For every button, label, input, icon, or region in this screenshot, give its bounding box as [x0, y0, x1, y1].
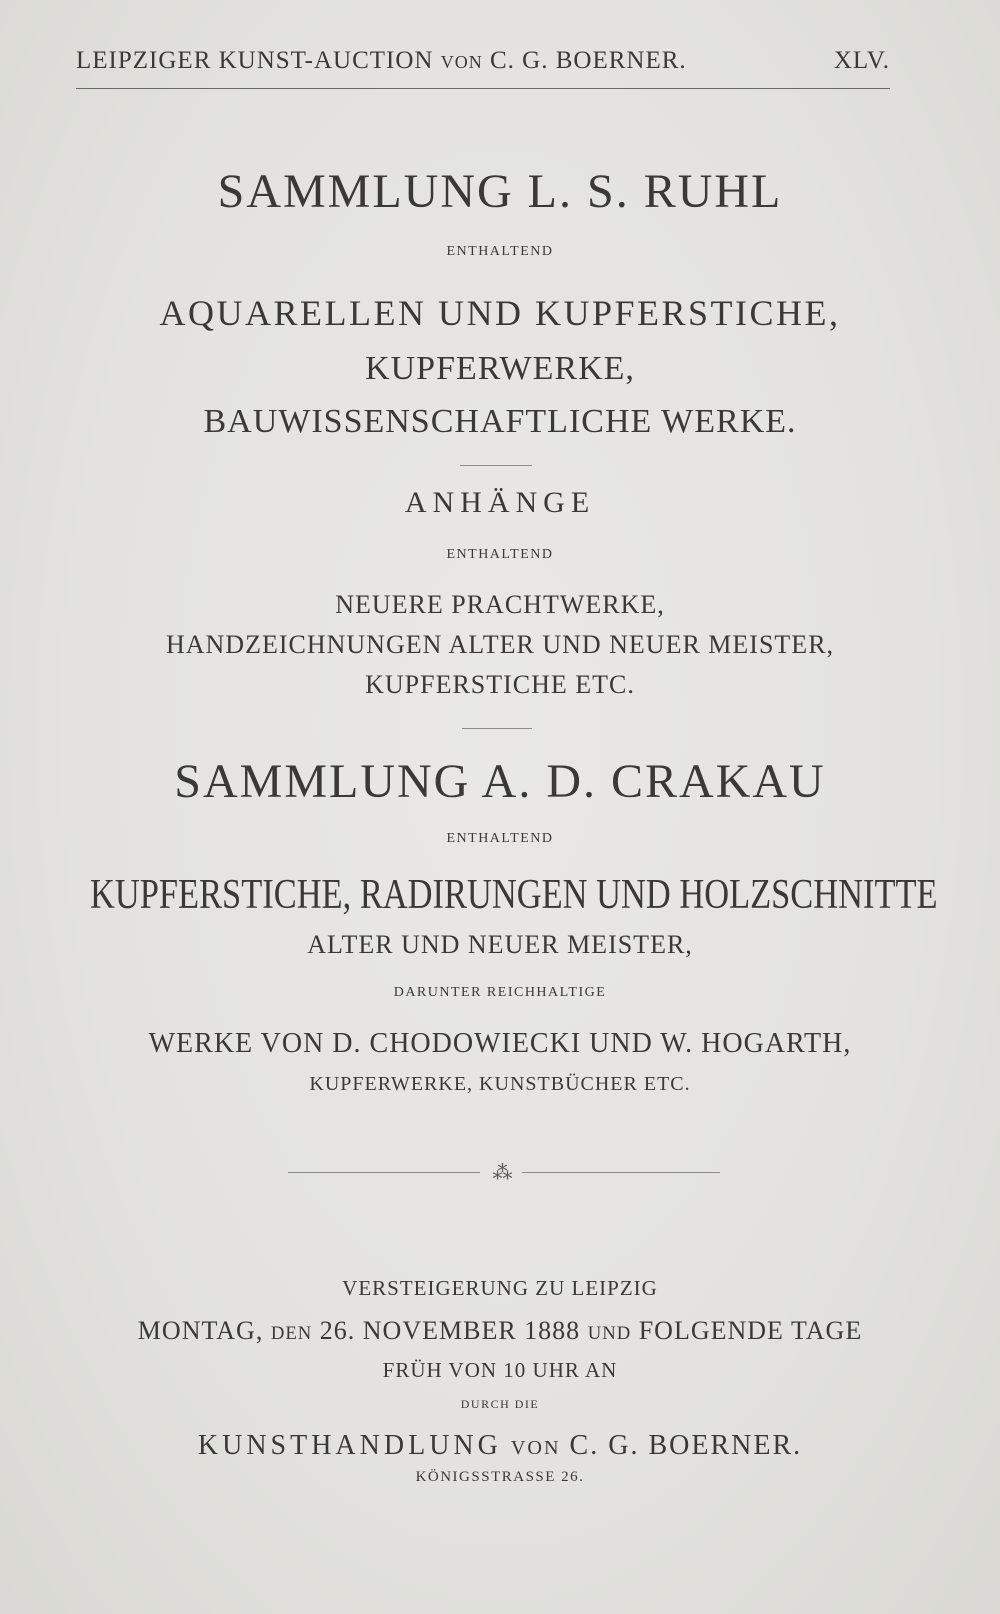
auction-time: FRÜH VON 10 UHR AN	[382, 1358, 618, 1382]
auction-location: VERSTEIGERUNG ZU LEIPZIG	[342, 1276, 658, 1300]
auction-weekday: MONTAG,	[137, 1316, 264, 1345]
anhaenge-line-3: KUPFERSTICHE ETC.	[365, 670, 635, 699]
crakau-line-4: KUPFERWERKE, KUNSTBÜCHER ETC.	[309, 1073, 691, 1095]
header-number: XLV.	[833, 47, 890, 74]
divider-rule	[460, 465, 532, 466]
auction-date-line	[0, 1318, 1000, 1344]
anhaenge-line-1: NEUERE PRACHTWERKE,	[335, 590, 665, 619]
header-von: VON	[440, 52, 483, 72]
ruhl-line-3: BAUWISSENSCHAFTLICHE WERKE.	[203, 403, 797, 440]
header-firm: C. G. BOERNER.	[489, 47, 687, 74]
ornament-rule-left	[288, 1172, 480, 1173]
anhaenge-title: ANHÄNGE	[404, 486, 596, 519]
ruhl-title: SAMMLUNG L. S. RUHL	[217, 165, 783, 218]
ruhl-line-1: AQUARELLEN UND KUPFERSTICHE,	[159, 293, 841, 333]
crakau-title: SAMMLUNG A. D. CRAKAU	[174, 755, 826, 808]
ruhl-enthaltend: ENTHALTEND	[446, 244, 554, 259]
anhaenge-enthaltend: ENTHALTEND	[446, 547, 554, 562]
anhaenge-line-2: HANDZEICHNUNGEN ALTER UND NEUER MEISTER,	[165, 630, 835, 659]
auction-kunsthandlung: KUNSTHANDLUNG	[197, 1430, 502, 1461]
asterism-icon: ⁂	[492, 1160, 510, 1184]
crakau-line-1: KUPFERSTICHE, RADIRUNGEN UND HOLZSCHNITTE	[90, 872, 938, 918]
auction-von: VON	[510, 1437, 561, 1459]
header-rule	[76, 88, 890, 89]
ornament-rule-right	[522, 1172, 720, 1173]
auction-durch-die: DURCH DIE	[460, 1397, 540, 1411]
crakau-enthaltend: ENTHALTEND	[446, 831, 554, 846]
ruhl-line-2: KUPFERWERKE,	[365, 350, 635, 387]
divider-rule	[462, 728, 532, 729]
auction-house-line	[0, 1432, 1000, 1460]
auction-date: 26. NOVEMBER 1888	[319, 1316, 581, 1345]
running-header	[76, 48, 890, 73]
crakau-line-2: ALTER UND NEUER MEISTER,	[307, 930, 693, 959]
auction-den: DEN	[270, 1323, 313, 1344]
crakau-darunter: DARUNTER REICHHALTIGE	[393, 985, 607, 1000]
auction-und: UND	[587, 1323, 632, 1344]
header-auction: LEIPZIGER KUNST-AUCTION	[76, 47, 434, 74]
header-title	[76, 48, 687, 73]
auction-following-days: FOLGENDE TAGE	[638, 1316, 863, 1345]
auction-firm: C. G. BOERNER.	[569, 1430, 803, 1461]
crakau-line-3: WERKE VON D. CHODOWIECKI UND W. HOGARTH,	[148, 1028, 852, 1059]
auction-address: KÖNIGSSTRASSE 26.	[415, 1469, 585, 1485]
